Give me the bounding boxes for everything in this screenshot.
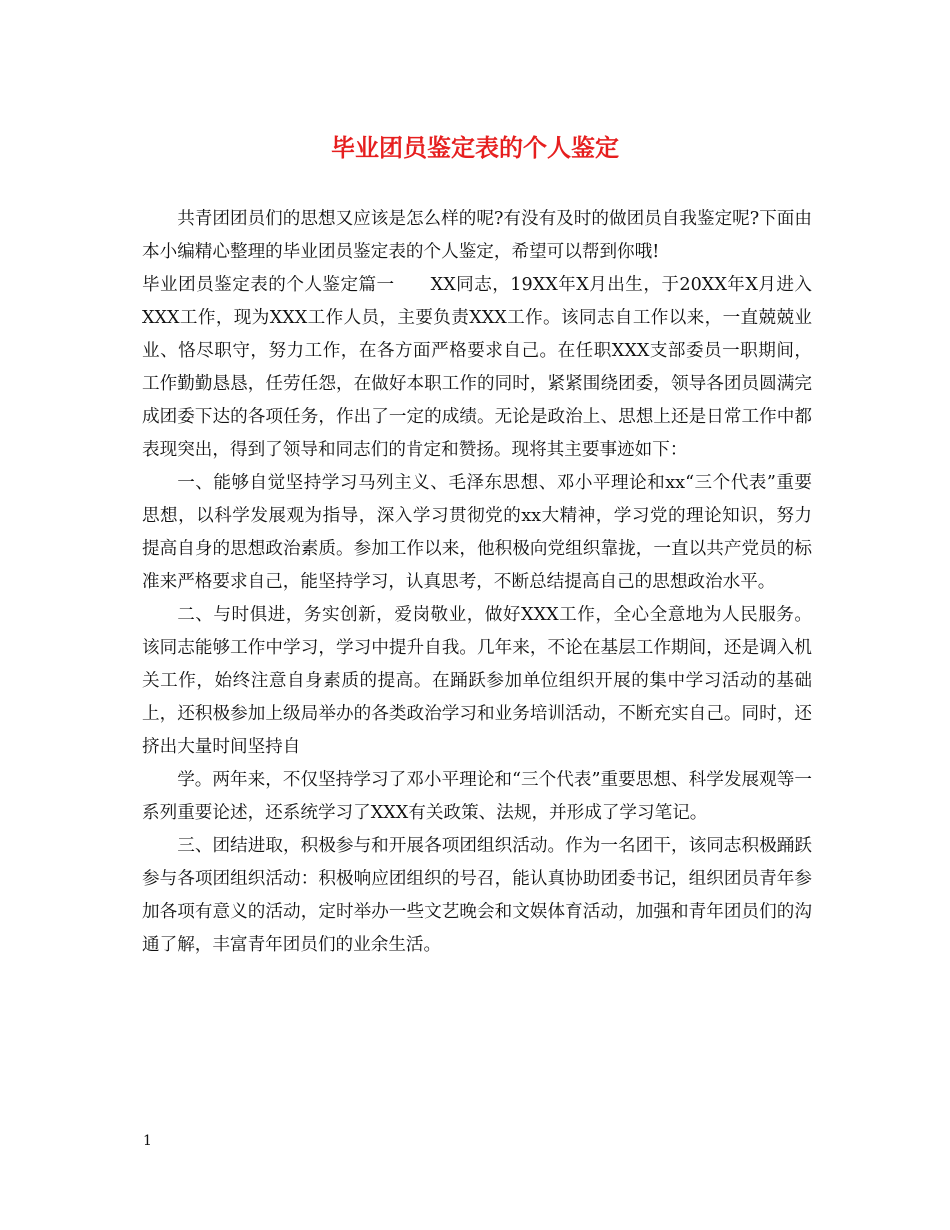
body-paragraph: 二、与时俱进，务实创新，爱岗敬业，做好XXX工作，全心全意地为人民服务。该同志能够工作中学习，学习中提升自我。几年来，不论在基层工作期间，还是调入机关工作，始终注意自身素质的提高。在踊跃参加单位组织开展的集中学习活动的基础上，还积极参加上级局举办的各类政治学习和业务培训活动，不断充实自己。同时，还挤出大量时间坚持自 — [142, 605, 812, 757]
body-paragraph: 共青团团员们的思想又应该是怎么样的呢?有没有及时的做团员自我鉴定呢?下面由本小编精心整理的毕业团员鉴定表的个人鉴定，希望可以帮到你哦! — [142, 209, 812, 262]
document-body — [142, 203, 812, 962]
body-paragraph: 毕业团员鉴定表的个人鉴定篇一 XX同志，19XX年X月出生，于20XX年X月进入XXX工作，现为XXX工作人员，主要负责XXX工作。该同志自工作以来，一直兢兢业业、恪尽职守，努力工作，在各方面严格要求自己。在任职XXX支部委员一职期间，工作勤勤恳恳，任劳任怨，在做好本职工作的同时，紧紧围绕团委，领导各团员圆满完成团委下达的各项任务，作出了一定的成绩。无论是政治上、思想上还是日常工作中都表现突出，得到了领导和同志们的肯定和赞扬。现将其主要事迹如下： — [142, 275, 812, 460]
body-paragraph: 三、团结进取，积极参与和开展各项团组织活动。作为一名团干，该同志积极踊跃参与各项团组织活动：积极响应团组织的号召，能认真协助团委书记，组织团员青年参加各项有意义的活动，定时举办一些文艺晚会和文娱体育活动，加强和青年团员们的沟通了解，丰富青年团员们的业余生活。 — [142, 836, 812, 955]
document-title: 毕业团员鉴定表的个人鉴定 — [331, 133, 619, 162]
body-paragraph: 学。两年来，不仅坚持学习了邓小平理论和“三个代表”重要思想、科学发展观等一系列重要论述，还系统学习了XXX有关政策、法规，并形成了学习笔记。 — [142, 770, 812, 823]
body-paragraph: 一、能够自觉坚持学习马列主义、毛泽东思想、邓小平理论和xx“三个代表”重要思想，以科学发展观为指导，深入学习贯彻党的xx大精神，学习党的理论知识，努力提高自身的思想政治素质。参加工作以来，他积极向党组织靠拢，一直以共产党员的标准来严格要求自己，能坚持学习，认真思考，不断总结提高自己的思想政治水平。 — [142, 473, 812, 592]
page-number: 1 — [143, 1133, 152, 1149]
